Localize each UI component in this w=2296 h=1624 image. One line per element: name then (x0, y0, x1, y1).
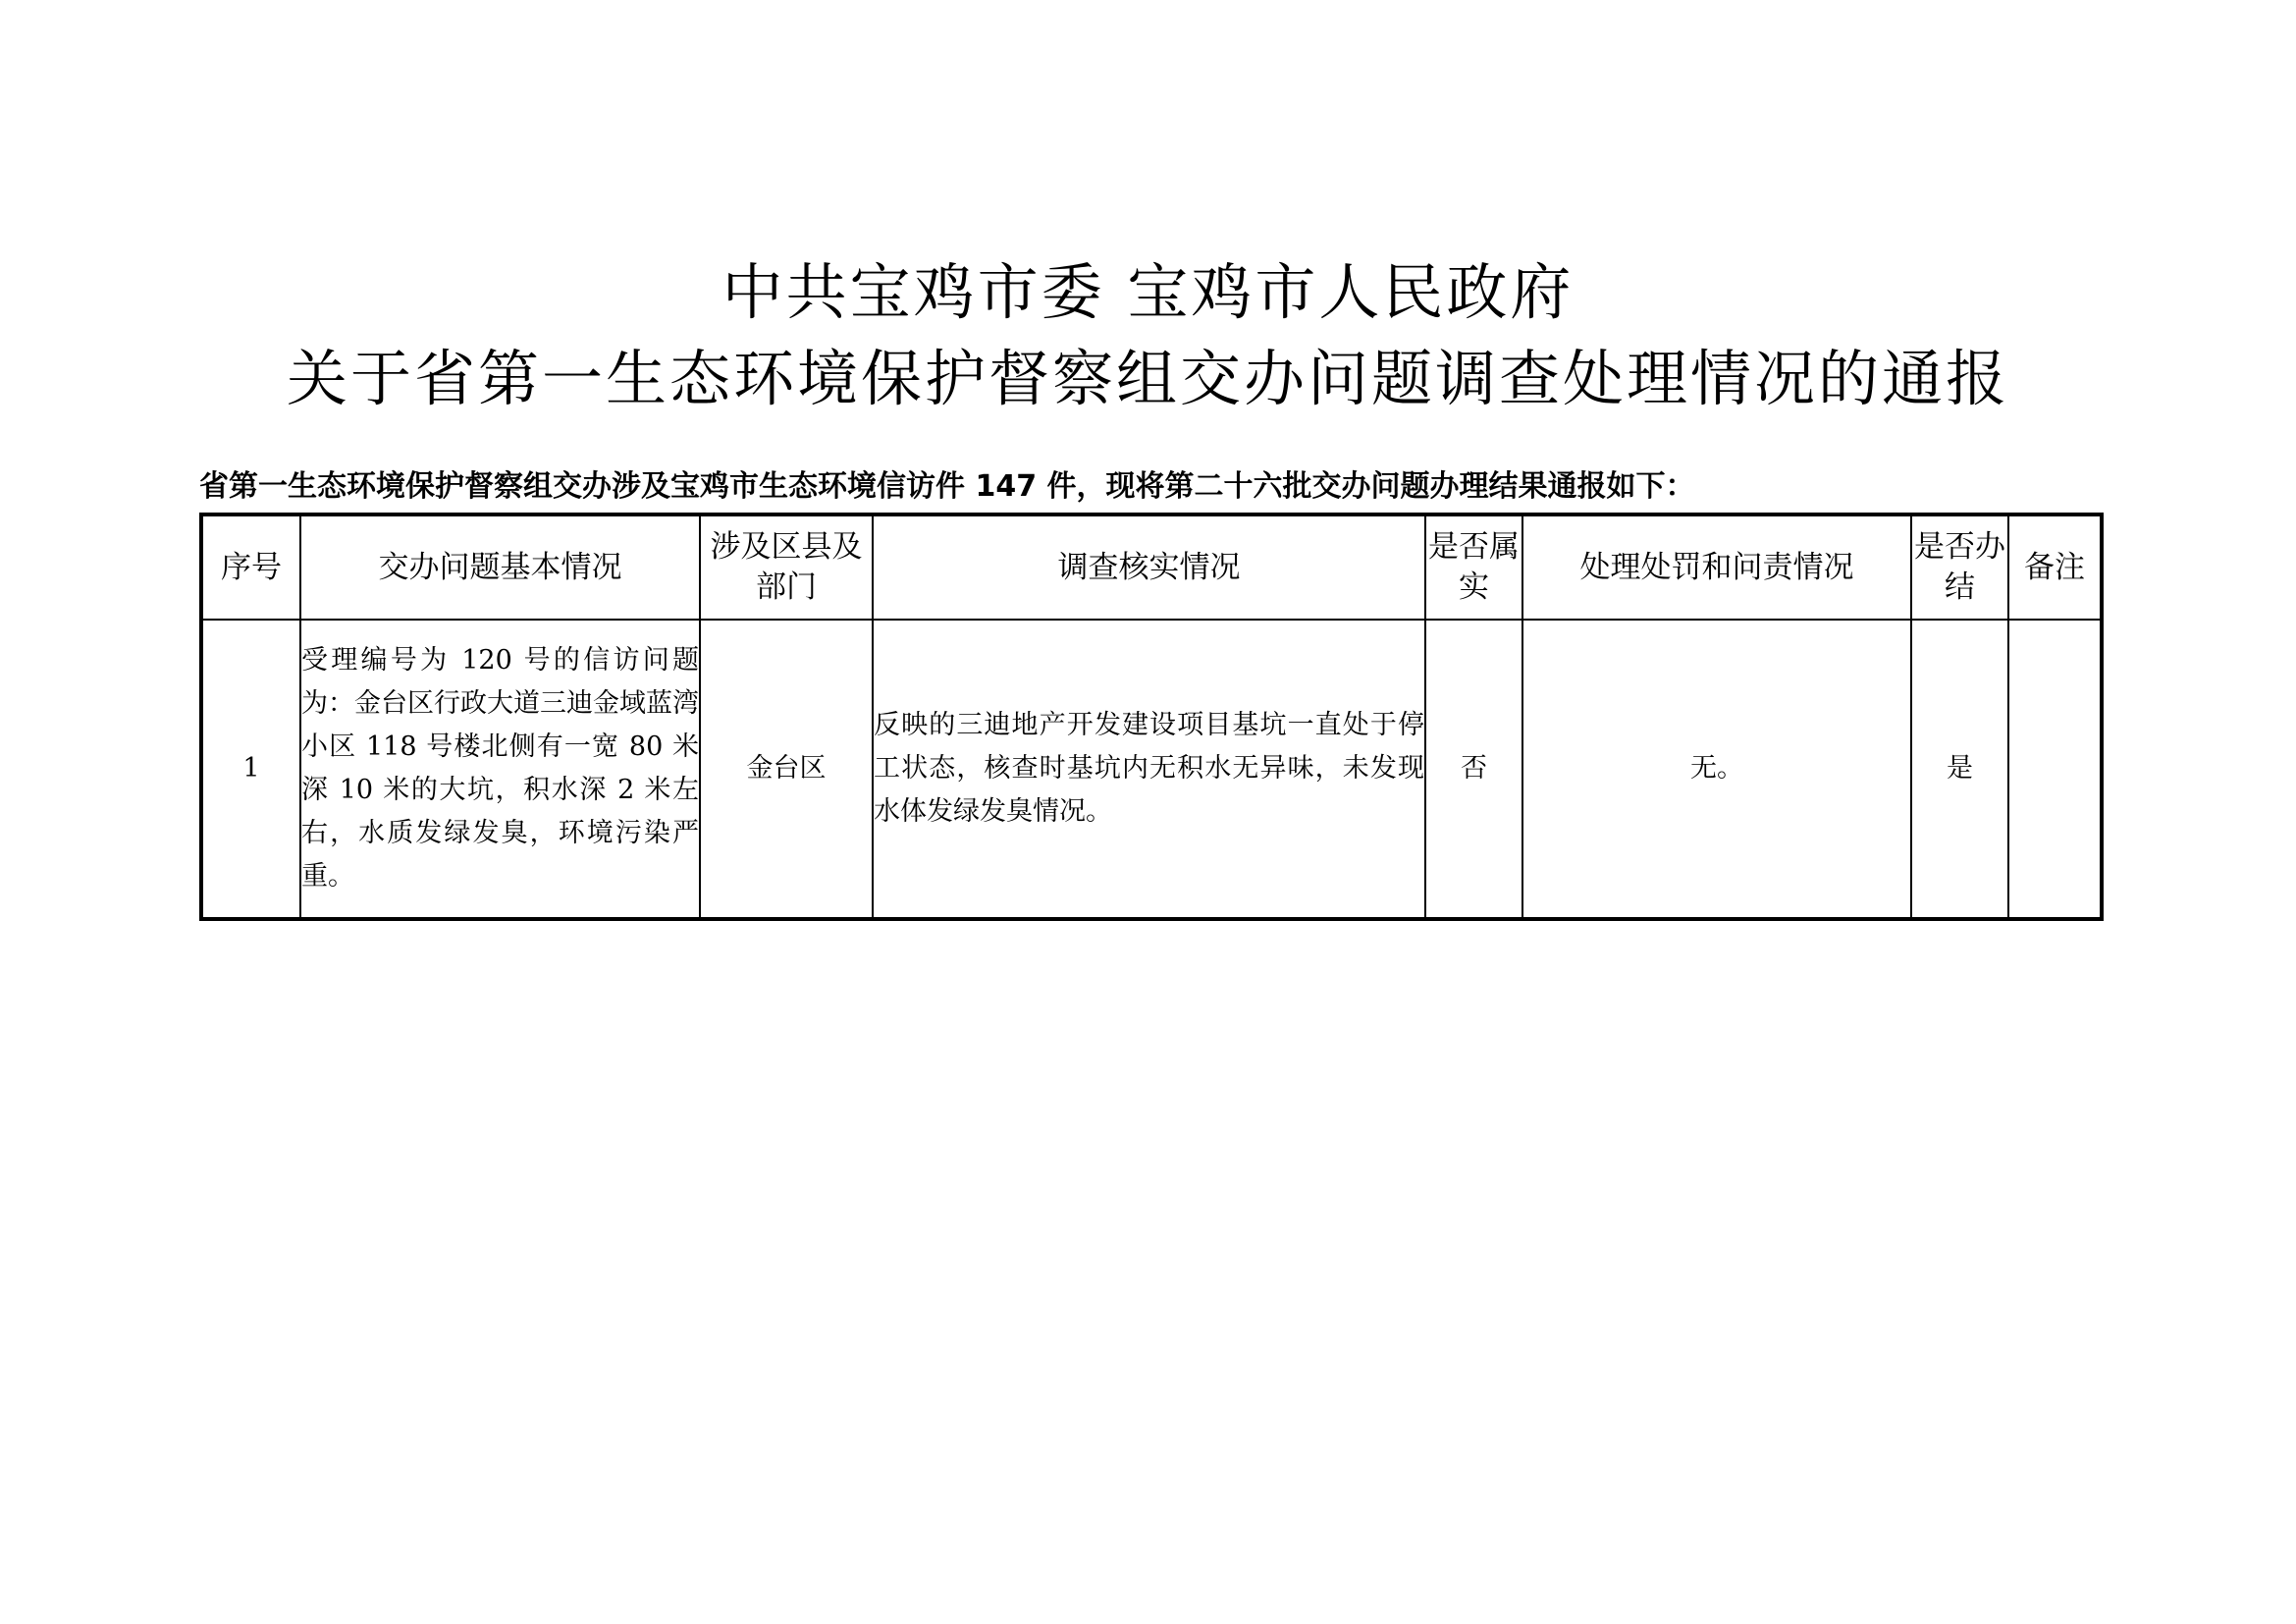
cell-completed: 是 (1911, 620, 2008, 919)
cell-handling: 无。 (1522, 620, 1911, 919)
header-district: 涉及区县及部门 (700, 514, 873, 620)
header-completed: 是否办结 (1911, 514, 2008, 620)
cell-seq: 1 (201, 620, 300, 919)
cell-district: 金台区 (700, 620, 873, 919)
report-table (199, 513, 2104, 921)
intro-paragraph: 省第一生态环境保护督察组交办涉及宝鸡市生态环境信访件 147 件，现将第二十六批交办问题办理结果通报如下： (199, 469, 1695, 504)
header-issue: 交办问题基本情况 (300, 514, 700, 620)
header-verified: 是否属实 (1425, 514, 1522, 620)
cell-investigation: 反映的三迪地产开发建设项目基坑一直处于停工状态，核查时基坑内无积水无异味，未发现水体发绿发臭情况。 (873, 620, 1425, 919)
header-remarks: 备注 (2008, 514, 2102, 620)
cell-remarks (2008, 620, 2102, 919)
header-seq: 序号 (201, 514, 300, 620)
document-title-line2: 关于省第一生态环境保护督察组交办问题调查处理情况的通报 (286, 343, 2009, 414)
table-header-row (201, 514, 2102, 620)
cell-verified: 否 (1425, 620, 1522, 919)
table-row (201, 620, 2102, 919)
cell-issue: 受理编号为 120 号的信访问题为：金台区行政大道三迪金域蓝湾小区 118 号楼北侧有一宽 80 米深 10 米的大坑，积水深 2 米左右，水质发绿发臭，环境污染严重。 (300, 620, 700, 919)
header-investigation: 调查核实情况 (873, 514, 1425, 620)
header-handling: 处理处罚和问责情况 (1522, 514, 1911, 620)
document-title-line1: 中共宝鸡市委 宝鸡市人民政府 (721, 256, 1575, 328)
